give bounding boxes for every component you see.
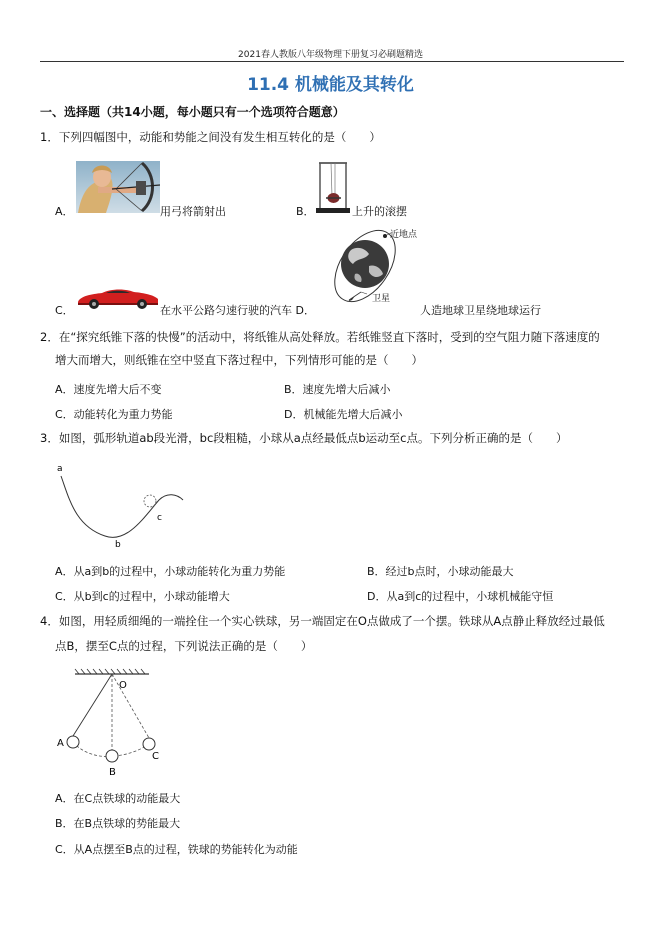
point-label-a: A [57, 738, 64, 749]
track-point-b: b [115, 540, 121, 550]
q3-stem: 3．如图，弧形轨道ab段光滑，bc段粗糙，小球从a点经最低点b运动至c点。下列分析正确的是（ ） [40, 431, 568, 445]
q1-option-b-letter: B． [296, 205, 315, 218]
q4-stem-line2: 点B，摆至C点的过程，下列说法正确的是（ ） [55, 639, 313, 653]
track-point-c: c [157, 513, 162, 523]
page-title: 11.4 机械能及其转化 [247, 75, 414, 95]
perigee-label: 近地点 [390, 230, 418, 240]
q3-option-b: B．经过b点时，小球动能最大 [367, 565, 514, 578]
header-divider [40, 61, 624, 62]
q2-option-a: A．速度先增大后不变 [55, 383, 162, 396]
point-label-b: B [109, 767, 116, 778]
maxwell-wheel-image [314, 160, 352, 215]
q1-option-a-letter: A． [55, 205, 74, 218]
sports-car-image [76, 286, 160, 310]
q3-option-c: C．从b到c的过程中，小球动能增大 [55, 590, 230, 603]
track-point-a: a [57, 464, 63, 474]
q4-option-c: C．从A点摆至B点的过程，铁球的势能转化为动能 [55, 843, 298, 856]
q2-option-d: D．机械能先增大后减小 [284, 408, 403, 421]
q3-option-a: A．从a到b的过程中，小球动能转化为重力势能 [55, 565, 286, 578]
point-label-c: C [152, 751, 159, 762]
q1-option-c-text: 在水平公路匀速行驶的汽车 D． [160, 304, 315, 317]
q2-option-c: C．动能转化为重力势能 [55, 408, 173, 421]
page-header: 2021春人教版八年级物理下册复习必刷题精选 [238, 50, 423, 60]
archer-image [76, 161, 160, 213]
section-heading: 一、选择题（共14小题，每小题只有一个选项符合题意） [40, 105, 345, 119]
q4-option-a: A．在C点铁球的动能最大 [55, 792, 181, 805]
q1-option-d-text: 人造地球卫星绕地球运行 [420, 304, 541, 317]
q4-option-b: B．在B点铁球的势能最大 [55, 817, 181, 830]
q2-stem-line2: 增大而增大，则纸锥在空中竖直下落过程中，下列情形可能的是（ ） [55, 353, 423, 367]
q1-option-a-text: 用弓将箭射出 [160, 205, 226, 218]
q1-option-c-letter: C． [55, 304, 74, 317]
pivot-label-o: O [119, 680, 127, 691]
satellite-label: 卫星 [372, 294, 391, 304]
arc-track-diagram [55, 458, 187, 550]
pendulum-diagram [55, 666, 165, 778]
q3-option-d: D．从a到c的过程中，小球机械能守恒 [367, 590, 554, 603]
q1-stem: 1．下列四幅图中，动能和势能之间没有发生相互转化的是（ ） [40, 130, 381, 144]
q2-stem-line1: 2．在“探究纸锥下落的快慢”的活动中，将纸锥从高处释放。若纸锥竖直下落时，受到的空气阻力随下落速度的 [40, 330, 600, 344]
q2-option-b: B．速度先增大后减小 [284, 383, 391, 396]
q1-option-b-text: 上升的滚摆 [352, 205, 407, 218]
q4-stem-line1: 4．如图，用轻质细绳的一端拴住一个实心铁球，另一端固定在O点做成了一个摆。铁球从A点静止释放经过最低 [40, 614, 605, 628]
